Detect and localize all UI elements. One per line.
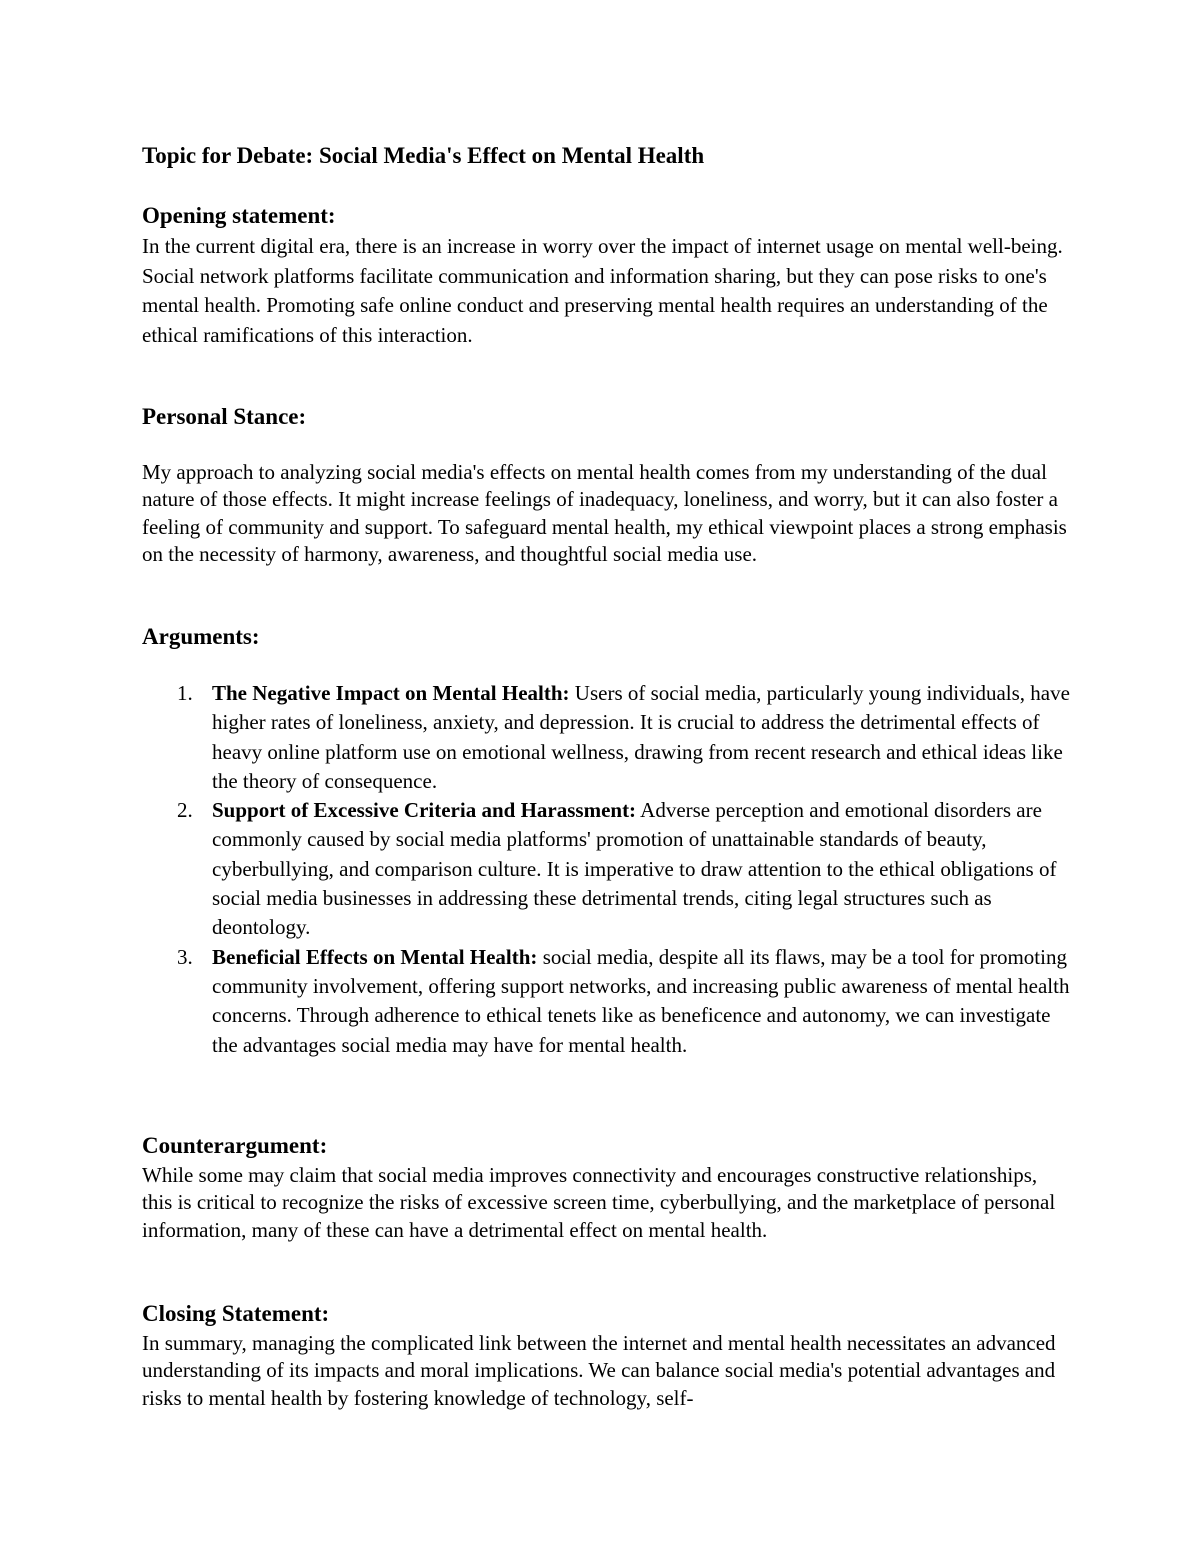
list-item-number: 3.	[177, 944, 193, 969]
list-item-text: Users of social media, particularly young individuals, have higher rates of loneliness, anxiety, and depression. It is crucial to address the detrimental effects of heavy online platform use on emotional wellness, drawing from recent research and ethical ideas like the theory of consequence.	[212, 681, 1070, 793]
stance-heading: Personal Stance:	[142, 404, 307, 429]
list-item	[142, 679, 1072, 796]
list-item-title: Support of Excessive Criteria and Harassment:	[212, 798, 637, 823]
opening-heading: Opening statement:	[142, 203, 336, 228]
list-item-text: social media, despite all its flaws, may be a tool for promoting community involvement, offering support networks, and increasing public awareness of mental health concerns. Through adherence to ethical tenets like as beneficence and autonomy, we can investigate the advantages social media may have for mental health.	[212, 944, 1070, 1057]
counterargument-paragraph: While some may claim that social media improves connectivity and encourages constructive relationships, this is critical to recognize the risks of excessive screen time, cyberbullying, and the marketplace of personal information, many of these can have a detrimental effect on mental health.	[142, 1163, 1056, 1242]
document-title: Topic for Debate: Social Media's Effect on Mental Health	[142, 143, 705, 168]
closing-paragraph: In summary, managing the complicated link between the internet and mental health necessitates an advanced understanding of its impacts and moral implications. We can balance social media's potential advantages and risks to mental health by fostering knowledge of technology, self-	[142, 1331, 1056, 1410]
arguments-heading: Arguments:	[142, 624, 260, 649]
stance-paragraph: My approach to analyzing social media's effects on mental health comes from my understanding of the dual nature of those effects. It might increase feelings of inadequacy, loneliness, and worry, but it can also foster a feeling of community and support. To safeguard mental health, my ethical viewpoint places a strong emphasis on the necessity of harmony, awareness, and thoughtful social media use.	[142, 460, 1067, 566]
list-item	[142, 796, 1072, 942]
list-item	[142, 943, 1072, 1060]
list-item-number: 1.	[177, 681, 193, 705]
opening-paragraph: In the current digital era, there is an increase in worry over the impact of internet usage on mental well-being. Social network platforms facilitate communication and information sharing, but they can pose risks to one's mental health. Promoting safe online conduct and preserving mental health requires an understanding of the ethical ramifications of this interaction.	[142, 234, 1063, 347]
arguments-list	[142, 679, 1072, 1060]
list-item-title: The Negative Impact on Mental Health:	[212, 681, 570, 705]
list-item-text: Adverse perception and emotional disorders are commonly caused by social media platforms' promotion of unattainable standards of beauty, cyberbullying, and comparison culture. It is imperative to draw attention to the ethical obligations of social media businesses in addressing these detrimental trends, citing legal structures such as deontology.	[212, 798, 1057, 940]
closing-heading: Closing Statement:	[142, 1301, 330, 1326]
counterargument-heading: Counterargument:	[142, 1133, 328, 1158]
list-item-title: Beneficial Effects on Mental Health:	[212, 944, 538, 969]
list-item-number: 2.	[177, 798, 193, 823]
